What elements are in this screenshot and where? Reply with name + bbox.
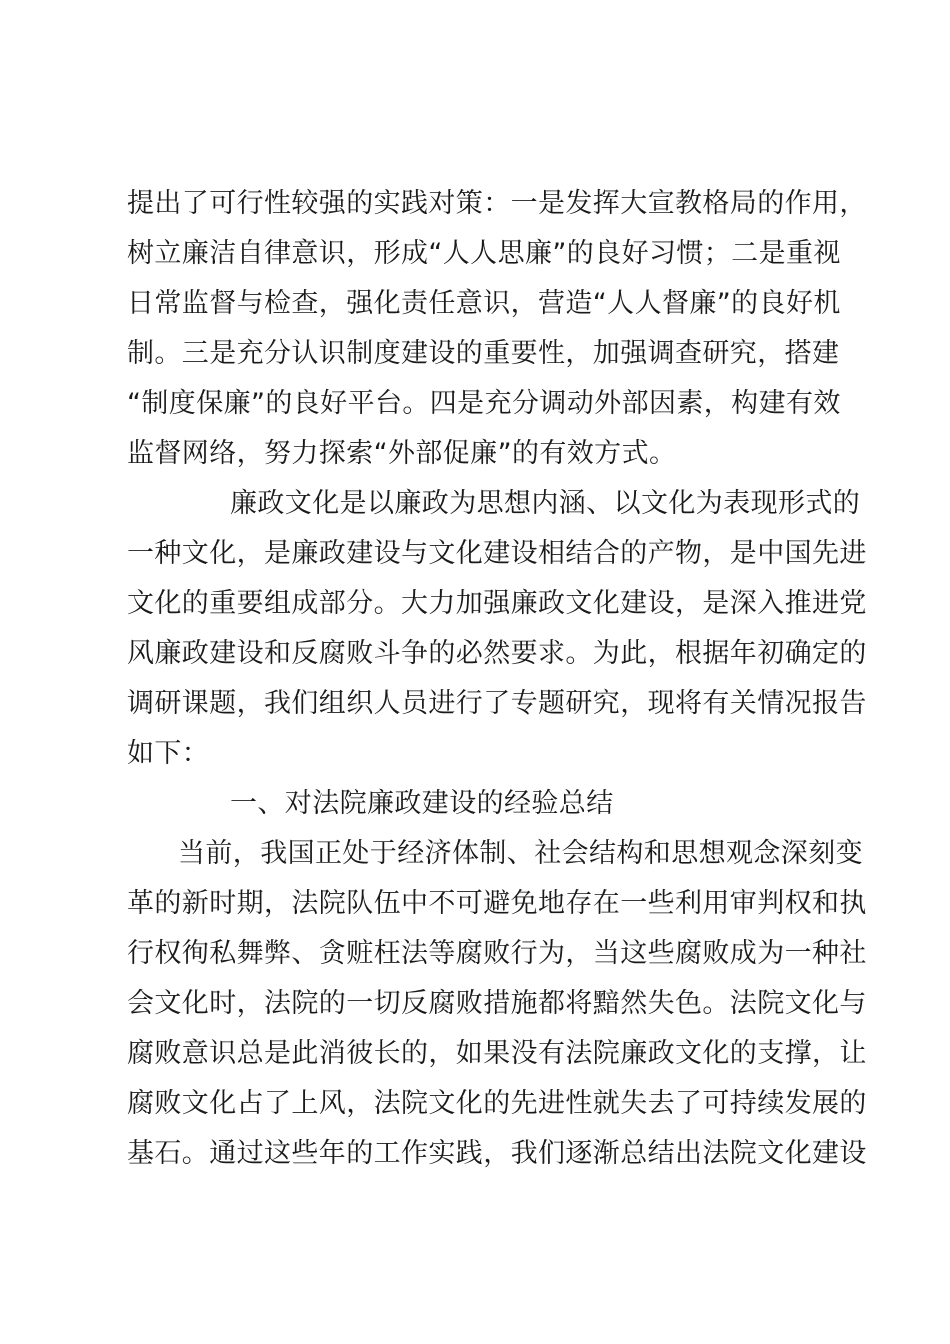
text-line: 一种文化，是廉政建设与文化建设相结合的产物，是中国先进 [127, 538, 867, 569]
text-line: 树立廉洁自律意识，形成“人人思廉”的良好习惯；二是重视 [127, 238, 841, 269]
paragraph-first-line: 廉政文化是以廉政为思想内涵、以文化为表现形式的 [230, 488, 861, 519]
text-line: 监督网络，努力探索“外部促廉”的有效方式。 [127, 438, 677, 469]
text-line: 腐败文化占了上风，法院文化的先进性就失去了可持续发展的 [127, 1088, 867, 1119]
text-line: “制度保廉”的良好平台。四是充分调动外部因素，构建有效 [127, 388, 841, 419]
text-line: 行权徇私舞弊、贪赃枉法等腐败行为，当这些腐败成为一种社 [127, 938, 867, 969]
text-line: 提出了可行性较强的实践对策：一是发挥大宣教格局的作用， [127, 188, 867, 219]
section-heading: 一、对法院廉政建设的经验总结 [230, 788, 614, 819]
text-line: 基石。通过这些年的工作实践，我们逐渐总结出法院文化建设 [127, 1138, 867, 1169]
text-line: 会文化时，法院的一切反腐败措施都将黯然失色。法院文化与 [127, 988, 867, 1019]
text-line: 革的新时期，法院队伍中不可避免地存在一些利用审判权和执 [127, 888, 867, 919]
text-line: 日常监督与检查，强化责任意识，营造“人人督廉”的良好机 [127, 288, 841, 319]
text-line: 制。三是充分认识制度建设的重要性，加强调查研究，搭建 [127, 338, 840, 369]
text-line: 风廉政建设和反腐败斗争的必然要求。为此，根据年初确定的 [127, 638, 867, 669]
text-line: 如下： [127, 738, 210, 769]
text-line: 调研课题，我们组织人员进行了专题研究，现将有关情况报告 [127, 688, 867, 719]
text-line: 腐败意识总是此消彼长的，如果没有法院廉政文化的支撑，让 [127, 1038, 867, 1069]
paragraph-first-line: 当前，我国正处于经济体制、社会结构和思想观念深刻变 [178, 838, 863, 869]
text-line: 文化的重要组成部分。大力加强廉政文化建设，是深入推进党 [127, 588, 867, 619]
